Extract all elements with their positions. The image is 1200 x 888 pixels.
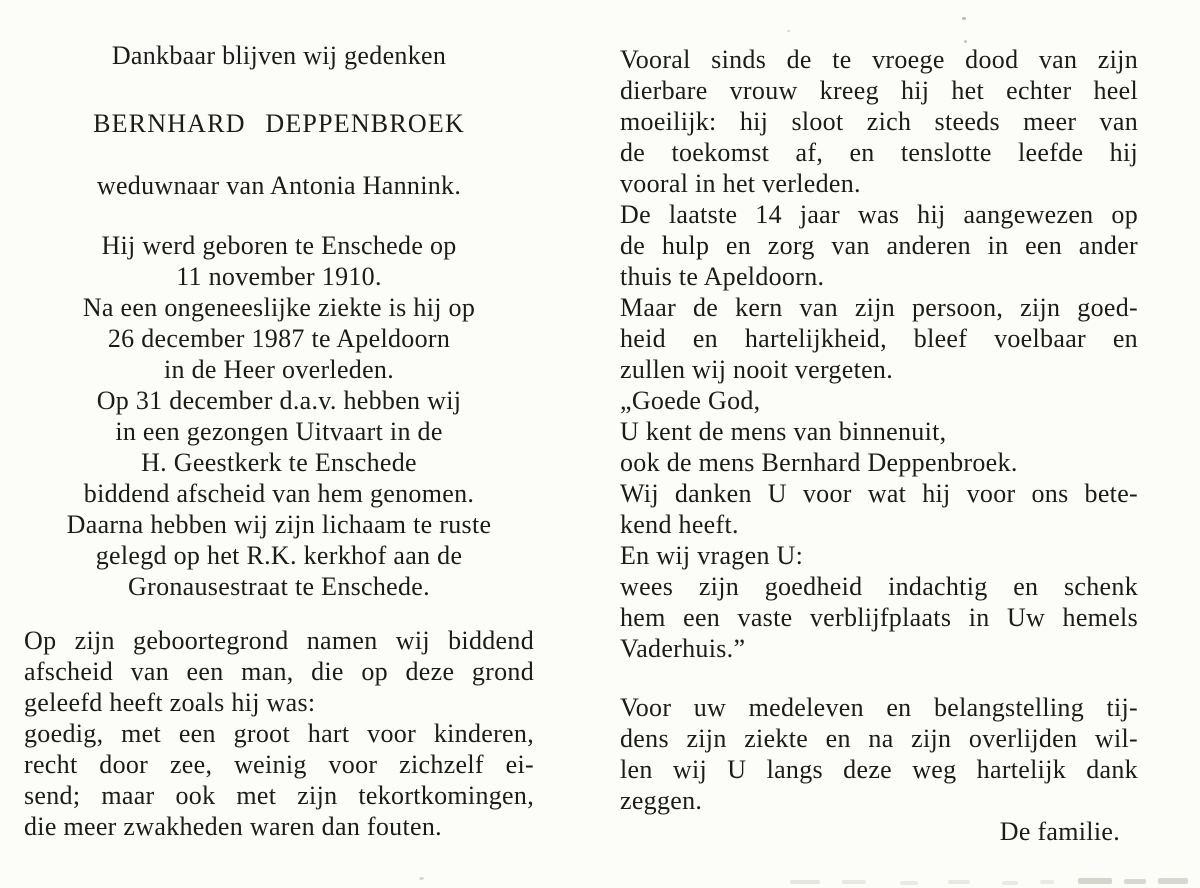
memorial-line: vooral in het verleden. — [620, 169, 861, 198]
life-line: H. Geestkerk te Enschede — [141, 448, 417, 477]
prayer-line: wees zijn goedheid indachtig en schenk — [620, 572, 1138, 601]
memorial-line: heid en hartelijkheid, bleef voelbaar en — [620, 324, 1138, 353]
prayer-line: Wij danken U voor wat hij voor ons bete- — [620, 479, 1138, 508]
life-line: gelegd op het R.K. kerkhof aan de — [95, 541, 463, 570]
scan-artifact — [1078, 878, 1112, 884]
memorial-text — [620, 44, 1138, 664]
scan-speckle — [419, 877, 424, 880]
farewell-line: die meer zwakheden waren dan fouten. — [24, 812, 442, 841]
prayer-line: ook de mens Bernhard Deppenbroek. — [620, 448, 1018, 477]
prayer-line: hem een vaste verblijfplaats in Uw hemels — [620, 603, 1138, 632]
memorial-line: Vooral sinds de te vroege dood van zijn — [620, 45, 1138, 74]
life-line: Na een ongeneeslijke ziekte is hij op — [82, 293, 476, 322]
life-line: 11 november 1910. — [176, 262, 382, 291]
scan-artifact — [1158, 878, 1188, 884]
prayer-line: „Goede God, — [620, 386, 761, 415]
scan-speckle — [787, 30, 790, 32]
prayer-line: kend heeft. — [620, 510, 739, 539]
memorial-line: thuis te Apeldoorn. — [620, 262, 825, 291]
life-line: Op 31 december d.a.v. hebben wij — [96, 386, 462, 415]
deceased-name: BERNHARD DEPPENBROEK — [93, 109, 465, 138]
right-column — [620, 44, 1138, 847]
prayer-line: En wij vragen U: — [620, 541, 804, 570]
memorial-line: Maar de kern van zijn persoon, zijn goed- — [620, 293, 1138, 322]
scan-artifact — [842, 880, 866, 884]
thanks-paragraph — [620, 692, 1138, 816]
scan-artifact — [900, 881, 918, 885]
intro-line: Dankbaar blijven wij gedenken — [111, 41, 447, 70]
life-line: Daarna hebben wij zijn lichaam te ruste — [66, 510, 492, 539]
thanks-line: dens zijn ziekte en na zijn overlijden wil- — [620, 724, 1138, 753]
farewell-line: geleefd heeft zoals hij was: — [24, 688, 316, 717]
scan-artifact — [948, 880, 970, 884]
thanks-line: Voor uw medeleven en belangstelling tij- — [620, 693, 1138, 722]
thanks-line: len wij U langs deze weg hartelijk dank — [620, 755, 1138, 784]
farewell-line: goedig, met een groot hart voor kinderen, — [24, 719, 534, 748]
memorial-line: De laatste 14 jaar was hij aangewezen op — [620, 200, 1138, 229]
life-line: 26 december 1987 te Apeldoorn — [107, 324, 451, 353]
life-details-paragraph — [24, 230, 534, 602]
memorial-line: dierbare vrouw kreeg hij het echter heel — [620, 76, 1138, 105]
life-line: biddend afscheid van hem genomen. — [83, 479, 475, 508]
scan-speckle — [962, 17, 966, 20]
scan-artifact — [1124, 879, 1146, 884]
memorial-line: zullen wij nooit vergeten. — [620, 355, 894, 384]
thanks-line: zeggen. — [620, 786, 703, 815]
farewell-line: recht door zee, weinig voor zichzelf ei- — [24, 750, 534, 779]
memorial-line: de hulp en zorg van anderen in een ander — [620, 231, 1138, 260]
left-column — [24, 40, 534, 842]
relation-line: weduwnaar van Antonia Hannink. — [96, 171, 462, 200]
scan-artifact — [1002, 881, 1018, 885]
farewell-paragraph — [24, 625, 534, 842]
farewell-line: send; maar ook met zijn tekortkomingen, — [24, 781, 534, 810]
life-line: in de Heer overleden. — [163, 355, 395, 384]
scan-speckle — [964, 40, 967, 43]
scan-artifact — [1040, 880, 1054, 884]
memorial-line: moeilijk: hij sloot zich steeds meer van — [620, 107, 1138, 136]
prayer-line: U kent de mens van binnenuit, — [620, 417, 947, 446]
life-line: Gronausestraat te Enschede. — [128, 572, 430, 601]
scan-artifact — [790, 880, 820, 884]
signature: De familie. — [999, 817, 1120, 846]
prayer-line: Vaderhuis.” — [620, 634, 746, 663]
life-line: in een gezongen Uitvaart in de — [115, 417, 443, 446]
life-line: Hij werd geboren te Enschede op — [101, 231, 457, 260]
farewell-line: Op zijn geboortegrond namen wij biddend — [24, 626, 534, 655]
farewell-line: afscheid van een man, die op deze grond — [24, 657, 534, 686]
memorial-line: de toekomst af, en tenslotte leefde hij — [620, 138, 1138, 167]
